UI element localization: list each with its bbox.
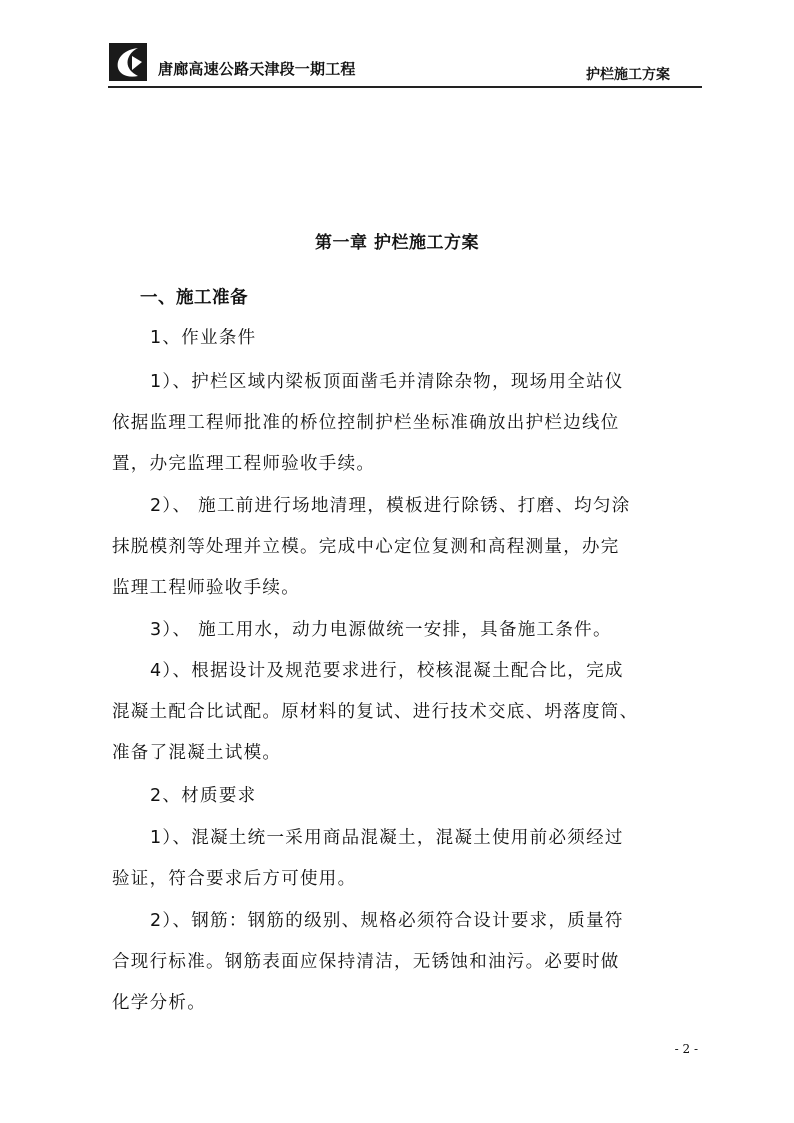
- paragraph-line: 1）、混凝土统一采用商品混凝土，混凝土使用前必须经过: [150, 828, 624, 848]
- paragraph-line: 合现行标准。钢筋表面应保持清洁，无锈蚀和油污。必要时做: [112, 952, 620, 972]
- company-logo-icon: [108, 42, 148, 82]
- paragraph-line: 3）、 施工用水，动力电源做统一安排，具备施工条件。: [150, 620, 612, 640]
- paragraph-line: 监理工程师验收手续。: [112, 578, 300, 598]
- subsection-heading: 1、作业条件: [150, 328, 257, 348]
- paragraph-line: 混凝土配合比试配。原材料的复试、进行技术交底、坍落度筒、: [112, 702, 639, 722]
- paragraph-line: 依据监理工程师批准的桥位控制护栏坐标准确放出护栏边线位: [112, 413, 620, 433]
- page-header: [108, 42, 702, 88]
- page-number: - 2 -: [674, 1042, 698, 1056]
- paragraph-line: 化学分析。: [112, 993, 206, 1013]
- paragraph-line: 置，办完监理工程师验收手续。: [112, 454, 376, 474]
- document-name: 护栏施工方案: [586, 67, 670, 83]
- paragraph-line: 1）、护栏区域内梁板顶面凿毛并清除杂物，现场用全站仪: [150, 372, 624, 392]
- paragraph-line: 4）、根据设计及规范要求进行，校核混凝土配合比，完成: [150, 661, 624, 681]
- subsection-heading: 2、材质要求: [150, 786, 257, 806]
- section-heading: 一、施工准备: [140, 288, 248, 308]
- paragraph-line: 验证，符合要求后方可使用。: [112, 869, 357, 889]
- project-name: 唐廊高速公路天津段一期工程: [158, 60, 356, 78]
- chapter-title: 第一章 护栏施工方案: [315, 233, 479, 253]
- paragraph-line: 准备了混凝土试模。: [112, 743, 282, 763]
- paragraph-line: 2）、 施工前进行场地清理，模板进行除锈、打磨、均匀涂: [150, 496, 631, 516]
- paragraph-line: 抹脱模剂等处理并立模。完成中心定位复测和高程测量，办完: [112, 537, 620, 557]
- paragraph-line: 2）、钢筋：钢筋的级别、规格必须符合设计要求，质量符: [150, 911, 624, 931]
